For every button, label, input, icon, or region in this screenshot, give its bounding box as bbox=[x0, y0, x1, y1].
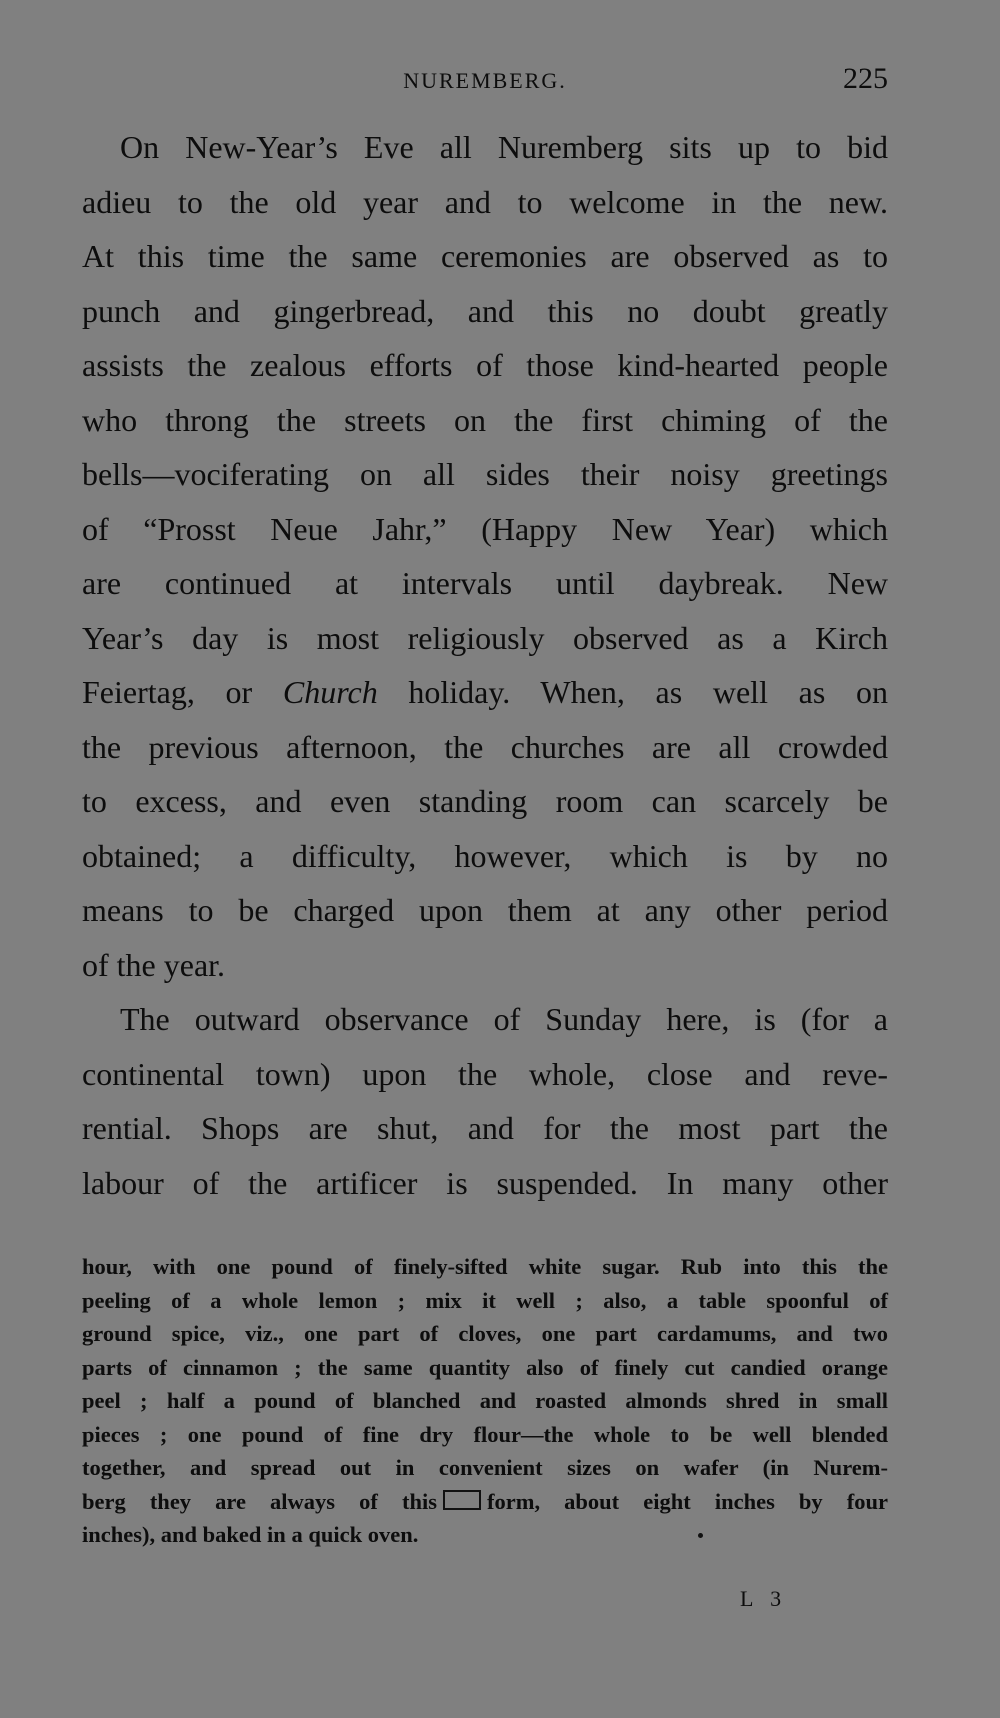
text-line: continental town) upon the whole, close and reve- bbox=[82, 1055, 888, 1092]
text-line: rential. Shops are shut, and for the most part the bbox=[82, 1110, 888, 1146]
footnote-line: together, and spread out in convenient sizes on wafer (in Nurem- bbox=[82, 1455, 888, 1480]
text-line: adieu to the old year and to welcome in the new. bbox=[82, 183, 888, 220]
running-title: NUREMBERG. bbox=[403, 68, 567, 93]
text-line: the previous afternoon, the churches are all crowded bbox=[82, 728, 888, 765]
text-line: At this time the same ceremonies are observed as to bbox=[82, 238, 888, 274]
text-segment: berg they are always of this bbox=[82, 1488, 437, 1514]
text-line: of “Prosst Neue Jahr,” (Happy New Year) which bbox=[82, 510, 888, 547]
text-line: bells—vociferating on all sides their noisy greetings bbox=[82, 456, 888, 492]
footnote-line: pieces ; one pound of fine dry flour—the whole to be well blended bbox=[82, 1421, 888, 1447]
text-segment: Feiertag, or bbox=[82, 674, 283, 710]
footnote-line: hour, with one pound of finely-sifted white sugar. Rub into this the bbox=[82, 1254, 888, 1279]
text-segment: form, about eight inches by four bbox=[486, 1488, 888, 1514]
signature-mark: L 3 bbox=[740, 1586, 788, 1611]
italic-word-church: Church bbox=[282, 674, 378, 710]
footnote-line: peeling of a whole lemon ; mix it well ; also, a table spoonful of bbox=[82, 1287, 888, 1313]
text-line: of the year. bbox=[82, 946, 226, 983]
text-segment: holiday. When, as well as on bbox=[377, 674, 889, 710]
page-number: 225 bbox=[843, 62, 888, 95]
text-line: Year’s day is most religiously observed as a Kirch bbox=[82, 619, 888, 656]
text-line: labour of the artificer is suspended. In many other bbox=[82, 1164, 888, 1201]
text-line-with-italic bbox=[82, 665, 888, 720]
text-line: obtained; a difficulty, however, which is by no bbox=[82, 837, 888, 874]
text-line: who throng the streets on the first chiming of the bbox=[82, 401, 888, 438]
text-line: punch and gingerbread, and this no doubt greatly bbox=[82, 292, 888, 329]
footnote bbox=[82, 1250, 888, 1552]
text-line: to excess, and even standing room can scarcely be bbox=[82, 783, 888, 819]
footnote-line: inches), and baked in a quick oven. bbox=[82, 1522, 419, 1547]
rectangle-outline-icon bbox=[443, 1490, 481, 1510]
footnote-line: parts of cinnamon ; the same quantity also of finely cut candied orange bbox=[82, 1354, 888, 1380]
text-line: On New-Year’s Eve all Nuremberg sits up to bid bbox=[120, 129, 888, 165]
footnote-line: peel ; half a pound of blanched and roasted almonds shred in small bbox=[82, 1388, 888, 1413]
ink-dot bbox=[698, 1533, 703, 1538]
footnote-line: ground spice, viz., one part of cloves, one part cardamums, and two bbox=[82, 1321, 888, 1346]
running-head bbox=[82, 62, 888, 102]
text-line: assists the zealous efforts of those kind-hearted people bbox=[82, 347, 888, 383]
text-line: The outward observance of Sunday here, is (for a bbox=[120, 1001, 888, 1037]
footnote-line-with-shape bbox=[82, 1485, 888, 1519]
body-text bbox=[82, 120, 888, 1210]
text-line: means to be charged upon them at any other period bbox=[82, 892, 888, 928]
text-line: are continued at intervals until daybreak. New bbox=[82, 565, 888, 601]
